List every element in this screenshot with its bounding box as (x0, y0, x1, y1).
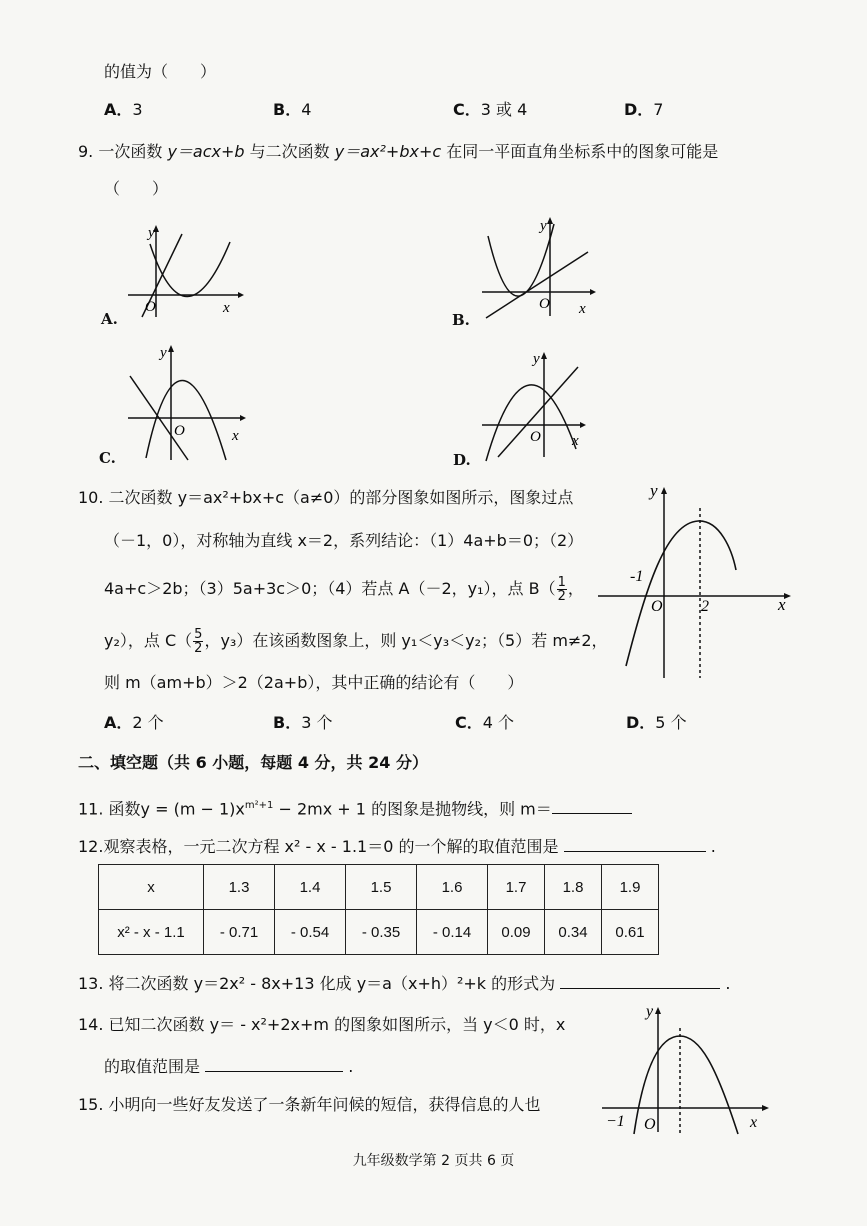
table-row-fx (99, 910, 659, 955)
q10-option-b: B．3 个 (273, 713, 333, 732)
q9-graph-a (120, 222, 245, 322)
q9-paren: （ ） (104, 179, 169, 198)
q13: 13. 将二次函数 y＝2x² - 8x+13 化成 y＝a（x+h）²+k 的形式为 . (78, 974, 731, 993)
q10-y-label: y (650, 481, 658, 500)
table-cell: 1.7 (488, 865, 545, 910)
q9b-x-label: x (579, 301, 586, 317)
table-cell: - 0.35 (346, 910, 417, 955)
table-cell: x² - x - 1.1 (99, 910, 204, 955)
q10-option-a: A．2 个 (104, 713, 164, 732)
table-cell: - 0.14 (417, 910, 488, 955)
table-cell: x (99, 865, 204, 910)
page-footer: 九年级数学第 2 页共 6 页 (352, 1153, 515, 1169)
table-cell: 1.5 (346, 865, 417, 910)
section-2-heading: 二、填空题（共 6 小题，每题 4 分，共 24 分） (78, 753, 428, 772)
q10-option-c: C．4 个 (455, 713, 515, 732)
value-table (98, 864, 659, 955)
q10-line1: 10. 二次函数 y＝ax²+bx+c（a≠0）的部分图象如图所示，图象过点 (78, 488, 574, 507)
table-cell: 1.4 (275, 865, 346, 910)
table-cell: 1.3 (204, 865, 275, 910)
q14-neg1-label: −1 (606, 1113, 625, 1130)
q9c-origin-label: O (174, 423, 185, 439)
q11-answer-blank[interactable] (552, 797, 632, 814)
q10-option-d: D．5 个 (626, 713, 687, 732)
q10-origin-label: O (651, 598, 663, 615)
q10-line4: y₂），点 C（ $\frac{5}{2}$ ，y₃）在该函数图象上，则 y₁＜y₃＜y₂；（5）若 m≠2， (104, 627, 608, 656)
q9c-x-label: x (232, 428, 239, 444)
q9a-x-label: x (223, 300, 230, 316)
table-cell: - 0.71 (204, 910, 275, 955)
table-cell: 1.9 (602, 865, 659, 910)
q9d-origin-label: O (530, 429, 541, 445)
q9-stem: 9. 一次函数 y＝acx+b 与二次函数 y＝ax²+bx+c 在同一平面直角坐标系中的图象可能是 (78, 142, 719, 161)
q9b-origin-label: O (539, 296, 550, 312)
q12: 12.观察表格，一元二次方程 x² - x - 1.1＝0 的一个解的取值范围是 . (78, 837, 716, 856)
q8-stem-tail: 的值为（ ） (104, 62, 217, 81)
table-cell: 0.09 (488, 910, 545, 955)
fraction-five-halves: $\frac{5}{2}$ (194, 627, 203, 656)
q14-origin-label: O (644, 1116, 656, 1133)
q9a-origin-label: O (145, 299, 156, 315)
q8-option-a: A．3 (104, 100, 143, 119)
q13-answer-blank[interactable] (560, 972, 720, 989)
q9-label-a: A. (101, 310, 118, 328)
table-cell: 1.6 (417, 865, 488, 910)
q14-answer-blank[interactable] (205, 1055, 343, 1072)
q14-graph (600, 996, 775, 1136)
q14-y-label: y (646, 1003, 654, 1020)
q11: 11. 函数$y = (m - 1)x^{m^2+1} - 2mx + 1$ 的图象是抛物线，则 m＝ (78, 795, 632, 820)
q9-label-b: B. (452, 311, 470, 329)
table-row-x (99, 865, 659, 910)
q10-neg1-label: -1 (630, 568, 644, 585)
table-cell: - 0.54 (275, 910, 346, 955)
q9-label-d: D. (453, 451, 471, 469)
q8-option-b: B．4 (273, 100, 312, 119)
q8-option-c: C．3 或 4 (453, 100, 528, 119)
q10-x-label: x (778, 595, 786, 614)
q9b-y-label: y (540, 218, 547, 234)
q12-answer-blank[interactable] (564, 835, 706, 852)
q9-graph-b (478, 214, 598, 324)
q14-line1: 14. 已知二次函数 y＝ - x²+2x+m 的图象如图所示，当 y＜0 时，x (78, 1015, 566, 1034)
q15: 15. 小明向一些好友发送了一条新年问候的短信，获得信息的人也 (78, 1095, 541, 1114)
q8-option-d: D．7 (624, 100, 664, 119)
q10-line5: 则 m（am+b）＞2（2a+b），其中正确的结论有（ ） (104, 673, 524, 692)
q9-graph-d (480, 345, 590, 463)
table-cell: 1.8 (545, 865, 602, 910)
table-cell: 0.61 (602, 910, 659, 955)
q10-two-label: 2 (701, 598, 709, 615)
q9d-x-label: x (572, 433, 579, 449)
table-cell: 0.34 (545, 910, 602, 955)
q10-graph (598, 478, 798, 683)
q9-label-c: C. (99, 449, 116, 467)
q9d-y-label: y (533, 351, 540, 367)
q9-graph-c (124, 340, 249, 465)
fraction-one-half: $\frac{1}{2}$ (557, 575, 566, 604)
q14-line2: 的取值范围是 . (104, 1057, 354, 1076)
q10-line2: （－1，0），对称轴为直线 x＝2，系列结论：（1）4a+b＝0；（2） (104, 531, 584, 550)
q14-x-label: x (750, 1114, 758, 1131)
q10-line3: 4a+c＞2b；（3）5a+3c＞0；（4）若点 A（－2，y₁），点 B（ $\frac{1}{2}$ ， (104, 575, 584, 604)
q9a-y-label: y (148, 225, 155, 241)
q9c-y-label: y (160, 345, 167, 361)
